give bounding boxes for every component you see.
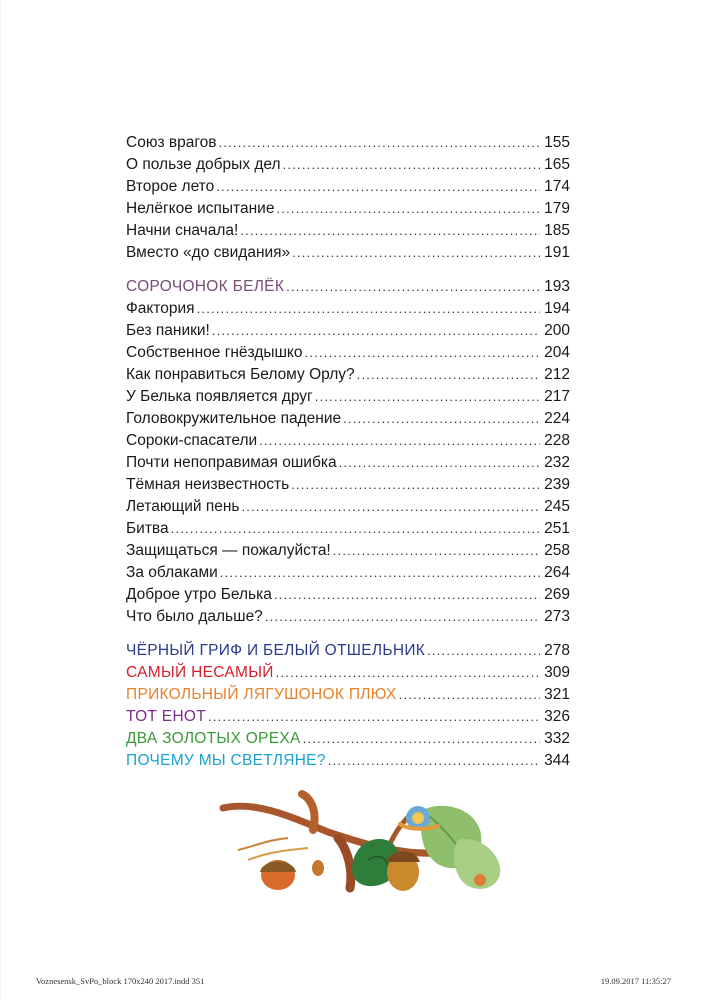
toc-entry (126, 342, 570, 364)
toc-page-number: 165 (544, 156, 570, 173)
toc-leader-dots (333, 540, 540, 562)
toc-group (126, 276, 570, 628)
toc-entry (126, 430, 570, 452)
toc-section-entry (126, 662, 570, 684)
toc-entry (126, 386, 570, 408)
toc-entry (126, 298, 570, 320)
toc-page-number: 217 (544, 388, 570, 405)
toc-page-number: 179 (544, 200, 570, 217)
toc-page-number: 232 (544, 454, 570, 471)
toc-leader-dots (276, 662, 540, 684)
toc-entry (126, 496, 570, 518)
toc-leader-dots (212, 320, 540, 342)
toc-page-number: 193 (544, 278, 570, 295)
toc-entry-title: ДВА ЗОЛОТЫХ ОРЕХА (126, 730, 301, 747)
toc-entry-title: САМЫЙ НЕСАМЫЙ (126, 664, 274, 681)
toc-page-number: 212 (544, 366, 570, 383)
toc-entry-title: О пользе добрых дел (126, 156, 281, 173)
toc-leader-dots (305, 342, 541, 364)
toc-page-number: 344 (544, 752, 570, 769)
toc-leader-dots (171, 518, 541, 540)
toc-entry-title: СОРОЧОНОК БЕЛЁК (126, 278, 285, 295)
toc-leader-dots (216, 176, 540, 198)
toc-leader-dots (276, 198, 540, 220)
toc-page-number: 191 (544, 244, 570, 261)
toc-entry-title: Второе лето (126, 178, 215, 195)
toc-page-number: 185 (544, 222, 570, 239)
toc-entry (126, 198, 570, 220)
toc-entry (126, 540, 570, 562)
toc-page-number: 326 (544, 708, 570, 725)
toc-leader-dots (241, 496, 540, 518)
toc-leader-dots (219, 132, 541, 154)
toc-page-number: 194 (544, 300, 570, 317)
toc-page-number: 332 (544, 730, 570, 747)
toc-entry-title: Начни сначала! (126, 222, 239, 239)
toc-section-entry (126, 750, 570, 772)
toc-page-number: 269 (544, 586, 570, 603)
toc-leader-dots (427, 640, 540, 662)
toc-leader-dots (328, 750, 540, 772)
toc-entry (126, 474, 570, 496)
toc-page-number: 273 (544, 608, 570, 625)
toc-page-number: 258 (544, 542, 570, 559)
toc-entry-title: ПОЧЕМУ МЫ СВЕТЛЯНЕ? (126, 752, 326, 769)
toc-page-number: 239 (544, 476, 570, 493)
toc-leader-dots (303, 728, 541, 750)
toc-entry (126, 606, 570, 628)
toc-section-entry (126, 706, 570, 728)
print-slug-filename: Voznesensk_SvPo_block 170x240 2017.indd 351 (36, 976, 205, 986)
toc-page-number: 224 (544, 410, 570, 427)
toc-leader-dots (220, 562, 540, 584)
toc-entry (126, 220, 570, 242)
toc-leader-dots (399, 684, 540, 706)
toc-entry-title: Головокружительное падение (126, 410, 342, 427)
toc-entry (126, 242, 570, 264)
toc-entry-title: Собственное гнёздышко (126, 344, 303, 361)
toc-entry (126, 176, 570, 198)
toc-page-number: 321 (544, 686, 570, 703)
toc-leader-dots (274, 584, 540, 606)
toc-entry-title: Почти непоправимая ошибка (126, 454, 337, 471)
toc-entry-title: За облаками (126, 564, 218, 581)
toc-entry (126, 320, 570, 342)
toc-leader-dots (197, 298, 541, 320)
toc-leader-dots (265, 606, 540, 628)
toc-leader-dots (315, 386, 540, 408)
toc-entry-title: Союз врагов (126, 134, 217, 151)
toc-leader-dots (357, 364, 540, 386)
toc-entry-title: Летающий пень (126, 498, 240, 515)
toc-entry-title: ПРИКОЛЬНЫЙ ЛЯГУШОНОК ПЛЮХ (126, 686, 397, 703)
toc-page-number: 155 (544, 134, 570, 151)
toc-entry-title: Без паники! (126, 322, 210, 339)
toc-entry-title: У Белька появляется друг (126, 388, 313, 405)
toc-page-number: 251 (544, 520, 570, 537)
toc-group (126, 132, 570, 264)
toc-entry-title: Сороки-спасатели (126, 432, 258, 449)
toc-entry (126, 364, 570, 386)
toc-entry-title: Доброе утро Белька (126, 586, 272, 603)
toc-leader-dots (208, 706, 540, 728)
toc-page-number: 278 (544, 642, 570, 659)
toc-page-number: 174 (544, 178, 570, 195)
toc-entry (126, 518, 570, 540)
toc-entry (126, 562, 570, 584)
toc-leader-dots (343, 408, 540, 430)
print-slug-timestamp: 19.09.2017 11:35:27 (600, 976, 671, 986)
toc-leader-dots (286, 276, 540, 298)
toc-entry-title: Вместо «до свидания» (126, 244, 291, 261)
toc-page-number: 204 (544, 344, 570, 361)
toc-entry-title: Битва (126, 520, 169, 537)
toc-page-number: 200 (544, 322, 570, 339)
toc-page-number: 309 (544, 664, 570, 681)
toc-entry-title: ЧЁРНЫЙ ГРИФ И БЕЛЫЙ ОТШЕЛЬНИК (126, 642, 426, 659)
toc-section-entry (126, 728, 570, 750)
toc-entry-title: Тёмная неизвестность (126, 476, 290, 493)
toc-entry-title: ТОТ ЕНОТ (126, 708, 207, 725)
toc-section-entry (126, 684, 570, 706)
toc-leader-dots (339, 452, 541, 474)
toc-entry-title: Защищаться — пожалуйста! (126, 542, 331, 559)
toc-section-entry (126, 640, 570, 662)
toc-entry-title: Нелёгкое испытание (126, 200, 275, 217)
toc-page-number: 245 (544, 498, 570, 515)
toc-entry-title: Что было дальше? (126, 608, 263, 625)
toc-entry (126, 584, 570, 606)
toc-page-number: 264 (544, 564, 570, 581)
toc-entry (126, 452, 570, 474)
toc-section-entry (126, 276, 570, 298)
toc-entry-title: Как понравиться Белому Орлу? (126, 366, 355, 383)
toc-leader-dots (283, 154, 541, 176)
toc-entry (126, 132, 570, 154)
toc-leader-dots (240, 220, 540, 242)
toc-page-number: 228 (544, 432, 570, 449)
toc-leader-dots (292, 242, 540, 264)
table-of-contents (126, 132, 570, 772)
acorn-oak-leaves-snail-illustration-icon (218, 790, 508, 900)
toc-leader-dots (259, 430, 540, 452)
toc-entry (126, 154, 570, 176)
toc-leader-dots (291, 474, 540, 496)
toc-entry (126, 408, 570, 430)
toc-group (126, 640, 570, 772)
toc-entry-title: Фактория (126, 300, 195, 317)
